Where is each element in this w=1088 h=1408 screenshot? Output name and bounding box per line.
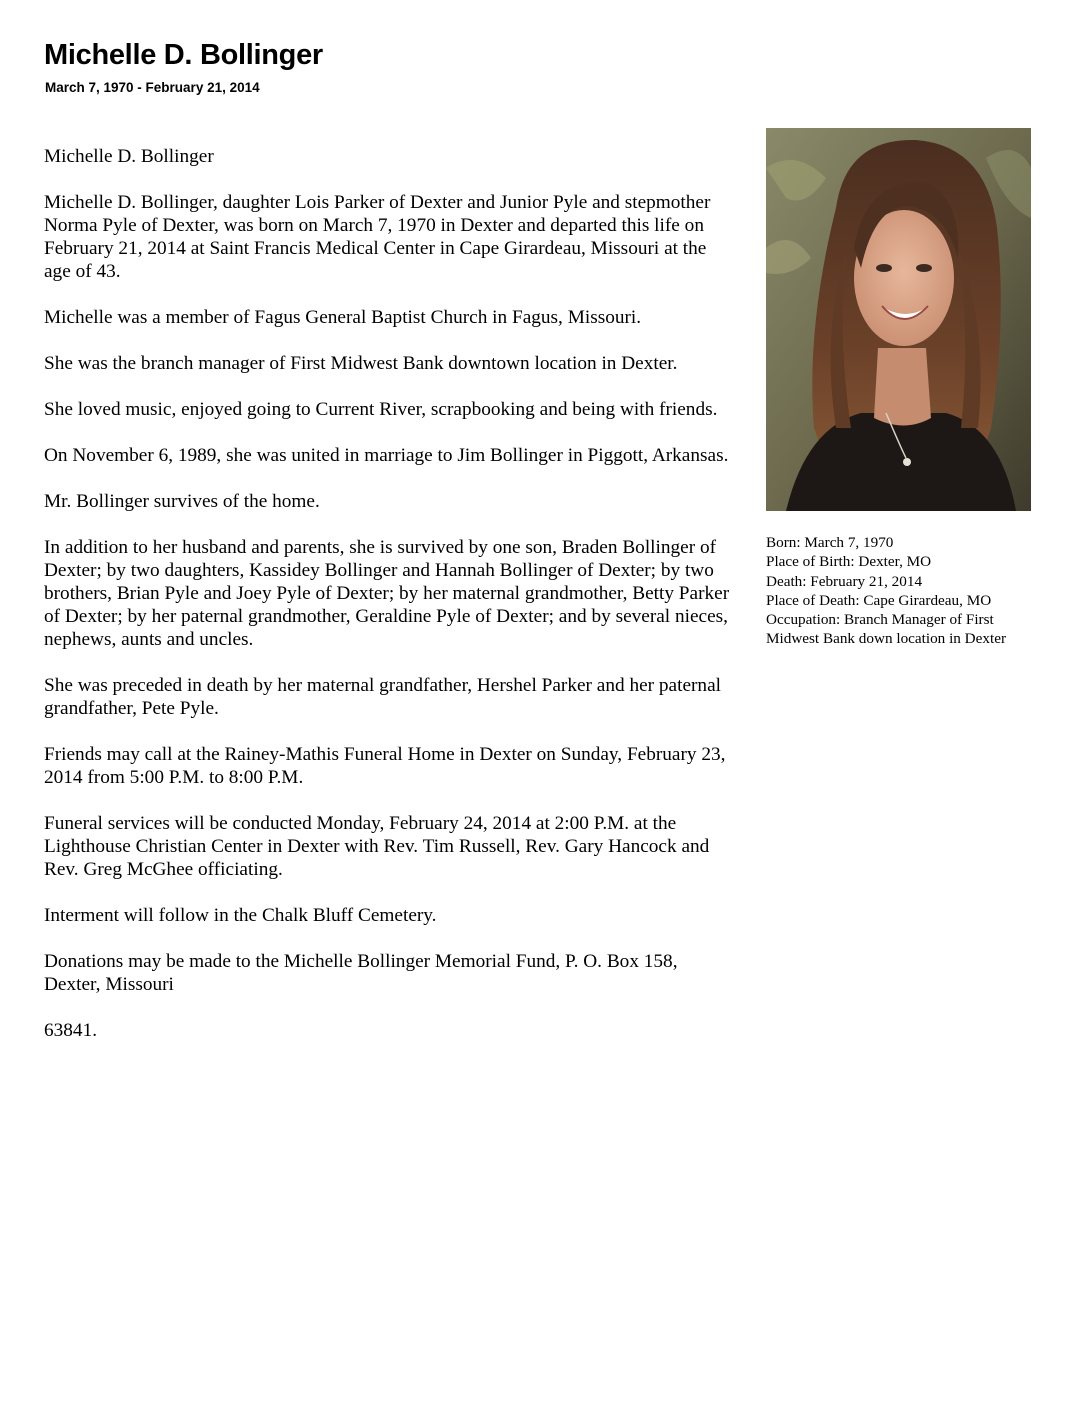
page-title: Michelle D. Bollinger [44,39,323,71]
fact-place-of-birth: Place of Birth: Dexter, MO [766,553,932,571]
paragraph: 63841. [44,1020,98,1041]
life-dates: March 7, 1970 - February 21, 2014 [45,80,260,95]
paragraph: Michelle was a member of Fagus General Baptist Church in Fagus, Missouri. [44,307,642,328]
paragraph: Interment will follow in the Chalk Bluff Cemetery. [44,905,437,926]
paragraph: Donations may be made to the Michelle Bollinger Memorial Fund, P. O. Box 158, Dexter, Missouri [44,951,678,995]
fact-death: Death: February 21, 2014 [766,572,923,590]
paragraph: She loved music, enjoyed going to Current River, scrapbooking and being with friends. [44,399,718,420]
paragraph: Mr. Bollinger survives of the home. [44,491,320,512]
vital-facts [766,533,1066,649]
fact-occupation-continued: Midwest Bank down location in Dexter [766,630,1007,648]
fact-born: Born: March 7, 1970 [766,534,894,551]
paragraph: On November 6, 1989, she was united in marriage to Jim Bollinger in Piggott, Arkansas. [44,445,729,466]
obituary-body [44,145,734,1065]
paragraph: Funeral services will be conducted Monday, February 24, 2014 at 2:00 P.M. at the Lighthouse Christian Center in Dexter with Rev. Tim Russell, Rev. Gary Hancock and Rev. Greg McGhee officiating. [44,813,710,880]
paragraph: Michelle D. Bollinger, daughter Lois Parker of Dexter and Junior Pyle and stepmother Norma Pyle of Dexter, was born on March 7, 1970 in Dexter and departed this life on February 21, 2014 at Saint Francis Medical Center in Cape Girardeau, Missouri at the age of 43. [44,192,711,282]
paragraph: Friends may call at the Rainey-Mathis Funeral Home in Dexter on Sunday, February 23, 2014 from 5:00 P.M. to 8:00 P.M. [44,744,726,788]
portrait-photo [766,128,1031,511]
fact-place-of-death: Place of Death: Cape Girardeau, MO [766,591,992,609]
paragraph: In addition to her husband and parents, she is survived by one son, Braden Bollinger of Dexter; by two daughters, Kassidey Bollinger and Hannah Bollinger of Dexter; by two brothers, Brian Pyle and Joey Pyle of Dexter; by her maternal grandmother, Betty Parker of Dexter; by her paternal grandmother, Geraldine Pyle of Dexter; and by several nieces, nephews, aunts and uncles. [44,537,730,650]
paragraph: She was the branch manager of First Midwest Bank downtown location in Dexter. [44,353,678,374]
paragraph: She was preceded in death by her maternal grandfather, Hershel Parker and her paternal grandfather, Pete Pyle. [44,675,721,719]
paragraph: Michelle D. Bollinger [44,146,214,167]
fact-occupation: Occupation: Branch Manager of First [766,611,994,629]
